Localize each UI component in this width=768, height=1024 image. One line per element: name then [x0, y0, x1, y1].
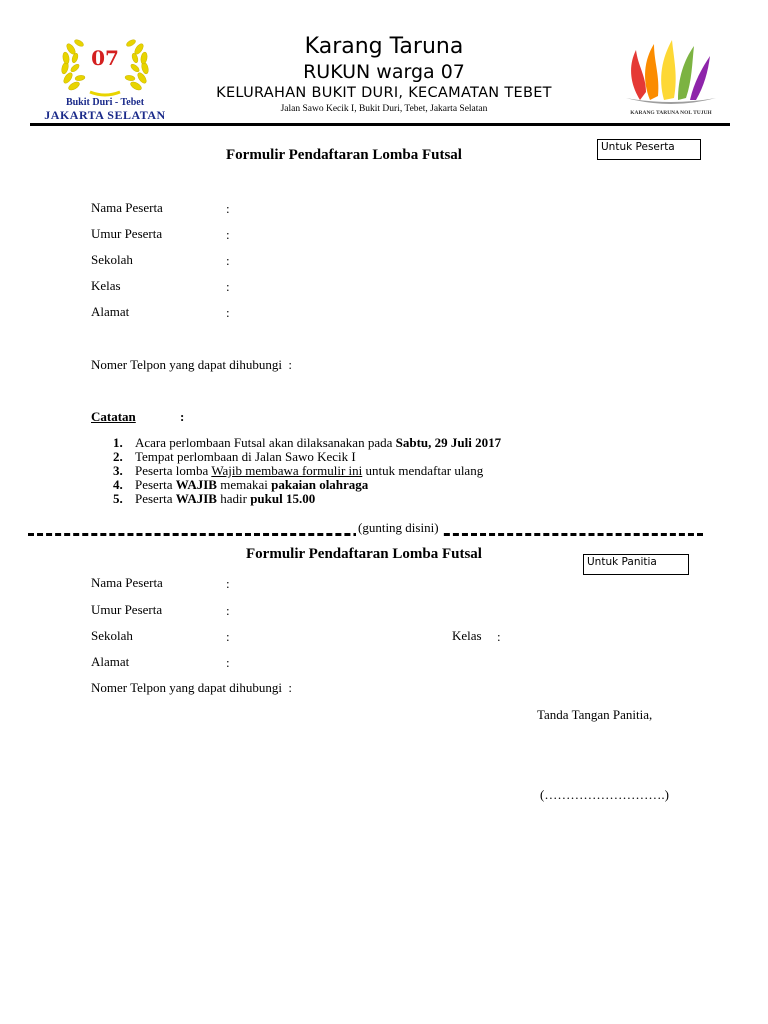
field2-nama-peserta-sep: :: [226, 576, 230, 591]
note-text: Peserta: [135, 477, 176, 492]
field2-telpon-label: Nomer Telpon yang dapat dihubungi :: [91, 680, 293, 695]
note-number: 2.: [113, 449, 123, 464]
org-kelurahan: KELURAHAN BUKIT DURI, KECAMATAN TEBET: [216, 85, 552, 101]
field-sekolah-label: Sekolah: [91, 252, 133, 267]
note-bold: WAJIB: [175, 477, 217, 492]
field2-umur-peserta-sep: :: [226, 603, 230, 618]
form1-title: Formulir Pendaftaran Lomba Futsal: [226, 147, 462, 163]
field-alamat-sep: :: [226, 305, 230, 320]
note-number: 5.: [113, 491, 123, 506]
logo-caption-bukit-duri: Bukit Duri - Tebet: [65, 97, 145, 108]
field-umur-peserta-sep: :: [226, 227, 230, 242]
note-date: Sabtu, 29 Juli 2017: [395, 435, 502, 450]
field2-umur-peserta-label: Umur Peserta: [91, 602, 163, 617]
note-bold: WAJIB: [175, 491, 217, 506]
note-text: memakai: [216, 477, 272, 492]
note-text: Acara perlombaan Futsal akan dilaksanakan pada: [135, 435, 396, 450]
form2-title: Formulir Pendaftaran Lomba Futsal: [246, 546, 482, 562]
untuk-panitia-box: Untuk Panitia: [583, 554, 689, 575]
flame-logo-icon: [620, 36, 722, 110]
field-nama-peserta-label: Nama Peserta: [91, 200, 163, 215]
cut-label: (gunting disini): [358, 520, 439, 535]
field2-kelas-label: Kelas: [452, 628, 482, 643]
field-sekolah-sep: :: [226, 253, 230, 268]
field-kelas-label: Kelas: [91, 278, 121, 293]
org-subtitle: RUKUN warga 07: [303, 61, 465, 83]
note-text: untuk mendaftar ulang: [362, 463, 484, 478]
note-number: 1.: [113, 435, 123, 450]
field-kelas-sep: :: [226, 279, 230, 294]
field2-sekolah-sep: :: [226, 629, 230, 644]
note-number: 3.: [113, 463, 123, 478]
field2-nama-peserta-label: Nama Peserta: [91, 575, 163, 590]
field-umur-peserta-label: Umur Peserta: [91, 226, 163, 241]
field-telpon-label: Nomer Telpon yang dapat dihubungi :: [91, 357, 293, 372]
untuk-peserta-box: Untuk Peserta: [597, 139, 701, 160]
logo-right: [620, 36, 722, 124]
note-underlined: Wajib membawa formulir ini: [211, 463, 363, 478]
note-item-5: [113, 492, 315, 507]
note-number: 4.: [113, 477, 123, 492]
note-bold: pakaian olahraga: [271, 477, 369, 492]
logo-caption-jakarta-selatan: JAKARTA SELATAN: [44, 108, 166, 122]
signature-line: (……………………….): [540, 787, 669, 802]
field2-sekolah-label: Sekolah: [91, 628, 133, 643]
note-text: Peserta lomba: [135, 463, 212, 478]
catatan-sep: :: [180, 409, 185, 424]
org-title: Karang Taruna: [304, 34, 464, 59]
field-alamat-label: Alamat: [91, 304, 130, 319]
logo-right-caption: KARANG TARUNA NOL TUJUH: [630, 110, 712, 116]
header-divider: [30, 123, 730, 126]
note-text: hadir: [216, 491, 251, 506]
field2-kelas-sep: :: [497, 629, 501, 644]
field2-alamat-sep: :: [226, 655, 230, 670]
field2-alamat-label: Alamat: [91, 654, 130, 669]
catatan-label: Catatan: [91, 409, 136, 424]
field-nama-peserta-sep: :: [226, 201, 230, 216]
note-bold: pukul 15.00: [250, 491, 316, 506]
note-text: Peserta: [135, 491, 176, 506]
logo-number: 07: [91, 46, 119, 70]
signature-label: Tanda Tangan Panitia,: [537, 707, 653, 722]
org-address: Jalan Sawo Kecik I, Bukit Duri, Tebet, Jakarta Selatan: [280, 104, 488, 114]
note-text: Tempat perlombaan di Jalan Sawo Kecik I: [135, 449, 356, 464]
